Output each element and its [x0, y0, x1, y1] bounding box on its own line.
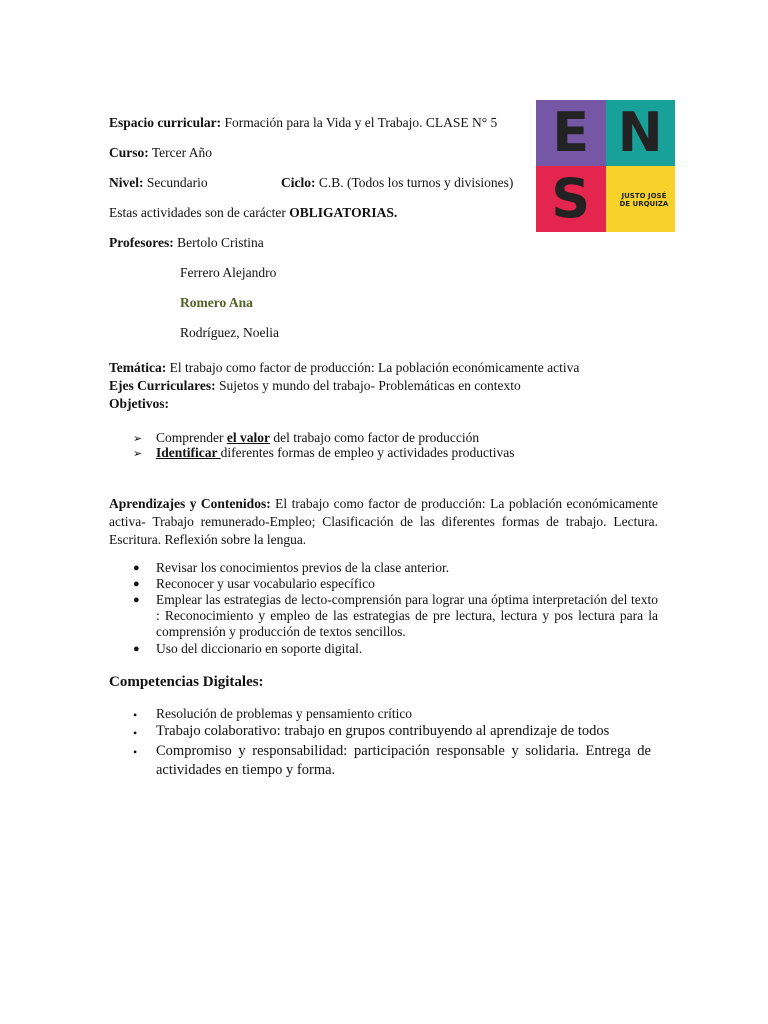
arrow-bullet-icon: ➢: [133, 448, 143, 460]
bullet-icon: •: [133, 708, 138, 722]
ejes-line: Ejes Curriculares: Sujetos y mundo del trabajo- Problemáticas en contexto: [109, 378, 521, 393]
competencias-heading: Competencias Digitales:: [109, 674, 264, 690]
logo-quadrant-e: [536, 100, 606, 166]
competencia-item: Compromiso y responsabilidad: participación responsable y solidaria. Entrega de actividades en tiempo y forma.: [156, 743, 651, 778]
profesor-item: Ferrero Alejandro: [180, 265, 277, 280]
objetivo-item: Identificar diferentes formas de empleo y actividades productivas: [156, 445, 515, 460]
nivel-line: Nivel: Secundario: [109, 175, 208, 190]
ens-logo: [536, 100, 675, 232]
logo-quadrant-n: [606, 100, 676, 166]
objetivos-heading: Objetivos:: [109, 396, 169, 411]
bullet-icon: ●: [133, 594, 140, 606]
competencia-item: Trabajo colaborativo: trabajo en grupos contribuyendo al aprendizaje de todos: [156, 723, 610, 739]
logo-letter-n: N: [617, 101, 663, 164]
aprendizaje-item: Emplear las estrategias de lecto-comprensión para lograr una óptima interpretación del texto : Reconocimiento y empleo de las estrategias de pre lectura, lectura y pos lectura para la comprensión y producción de textos sencillos.: [156, 592, 658, 639]
objetivo-item: Comprender el valor del trabajo como factor de producción: [156, 430, 480, 445]
logo-caption: JUSTO JOSÉ DE URQUIZA: [619, 192, 669, 208]
arrow-bullet-icon: ➢: [133, 433, 143, 445]
profesor-item-highlighted: Romero Ana: [180, 295, 253, 310]
bullet-icon: •: [133, 745, 138, 759]
logo-quadrant-s: [536, 166, 606, 232]
logo-quadrant-caption: [606, 166, 676, 232]
actividades-line: Estas actividades son de carácter OBLIGATORIAS.: [109, 205, 398, 220]
aprendizaje-item: Uso del diccionario en soporte digital.: [156, 641, 363, 656]
tematica-line: Temática: El trabajo como factor de producción: La población económicamente activa: [109, 360, 580, 375]
curso-line: Curso: Tercer Año: [109, 145, 213, 160]
profesores-line: Profesores: Bertolo Cristina: [109, 235, 264, 250]
aprendizaje-item: Reconocer y usar vocabulario específico: [156, 576, 375, 591]
bullet-icon: ●: [133, 643, 140, 655]
aprendizaje-item: Revisar los conocimientos previos de la clase anterior.: [156, 560, 450, 575]
bullet-icon: ●: [133, 562, 140, 574]
competencia-item: Resolución de problemas y pensamiento crítico: [156, 706, 413, 721]
profesor-item: Rodríguez, Noelia: [180, 325, 279, 340]
ciclo-line: Ciclo: C.B. (Todos los turnos y divisiones): [281, 175, 514, 190]
aprendizajes-paragraph: Aprendizajes y Contenidos: El trabajo como factor de producción: La población económicamente activa- Trabajo remunerado-Empleo; Clasificación de las diferentes formas de trabajo. Lectura. Escritura. Reflexión sobre la lengua.: [109, 496, 658, 547]
bullet-icon: ●: [133, 578, 140, 590]
logo-letter-e: E: [552, 101, 590, 164]
bullet-icon: •: [133, 726, 138, 740]
logo-letter-s: S: [551, 167, 591, 230]
espacio-curricular-line: Espacio curricular: Formación para la Vida y el Trabajo. CLASE N° 5: [109, 115, 498, 130]
